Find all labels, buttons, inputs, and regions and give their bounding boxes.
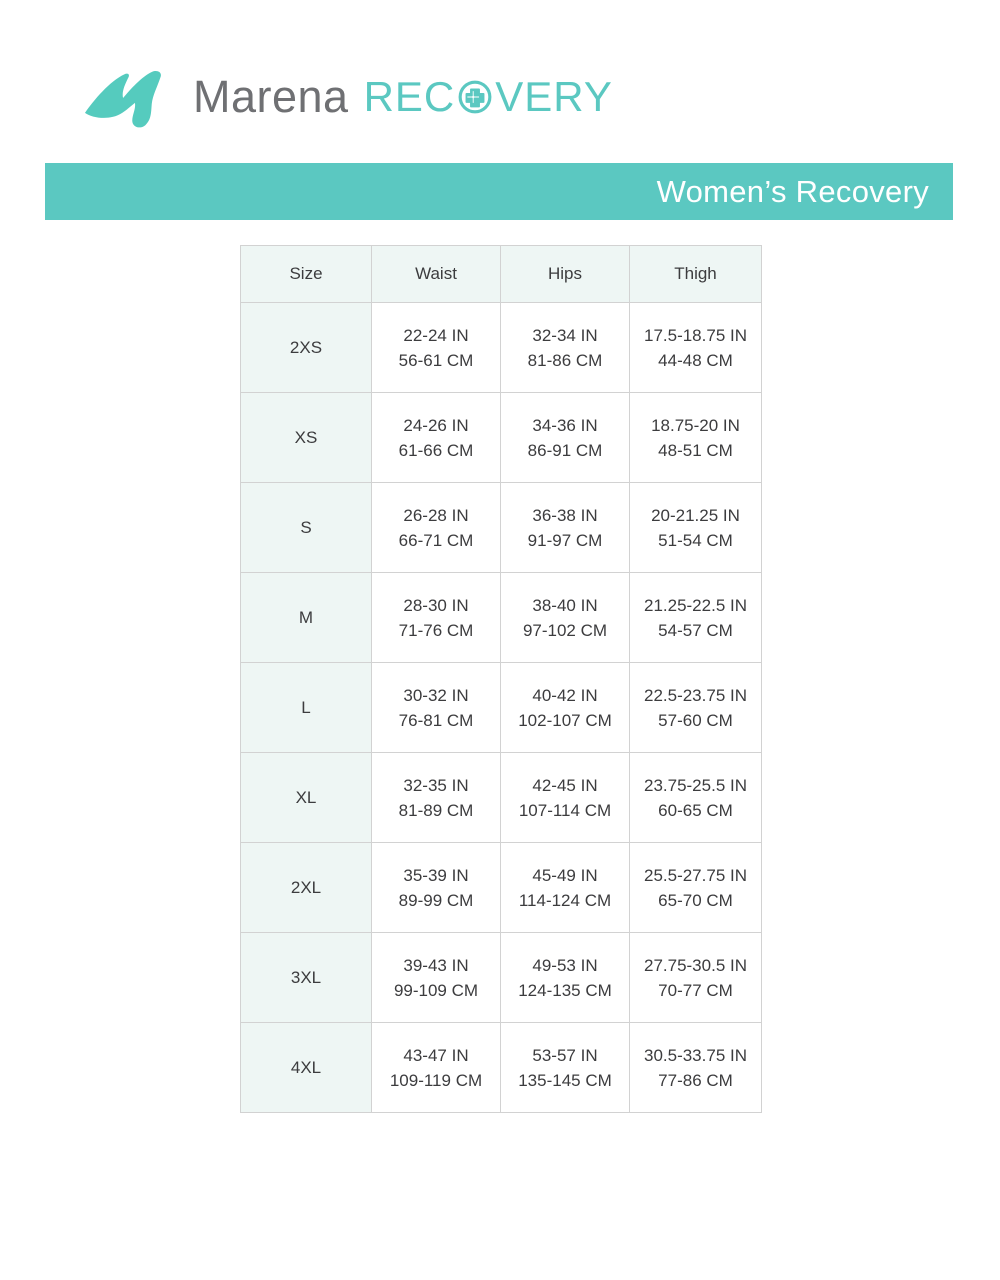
- marena-swoosh-icon: [82, 61, 176, 133]
- measurement-line: 40-42 IN: [532, 685, 598, 705]
- header-row: [241, 246, 762, 303]
- measurement-line: 21.25-22.5 IN: [643, 595, 747, 615]
- measurement-line: 99-109 CM: [393, 980, 479, 1000]
- column-header-thigh: Thigh: [630, 246, 762, 303]
- thigh-measurement-cell: [630, 753, 762, 843]
- measurement-line: 81-86 CM: [527, 350, 603, 370]
- measurement-line: 71-76 CM: [398, 620, 474, 640]
- measurement-line: 135-145 CM: [518, 1070, 612, 1090]
- measurement-line: 44-48 CM: [658, 350, 733, 370]
- table-row: [241, 663, 762, 753]
- measurement-line: 49-53 IN: [532, 955, 598, 975]
- measurement-line: 86-91 CM: [527, 440, 603, 460]
- hips-measurement-cell: [501, 303, 630, 393]
- measurement-line: 109-119 CM: [389, 1070, 483, 1090]
- measurement-line: 65-70 CM: [658, 890, 733, 910]
- thigh-measurement-cell: [630, 663, 762, 753]
- hips-measurement-cell: [501, 483, 630, 573]
- size-cell: 4XL: [241, 1023, 372, 1113]
- hips-measurement-cell: [501, 1023, 630, 1113]
- size-cell: 2XL: [241, 843, 372, 933]
- table-row: [241, 843, 762, 933]
- measurement-line: 70-77 CM: [658, 980, 733, 1000]
- measurement-line: 45-49 IN: [532, 865, 598, 885]
- waist-measurement-cell: [372, 573, 501, 663]
- size-cell: XL: [241, 753, 372, 843]
- thigh-measurement-cell: [630, 843, 762, 933]
- thigh-measurement-cell: [630, 1023, 762, 1113]
- banner-title: Women’s Recovery: [656, 173, 929, 209]
- measurement-line: 76-81 CM: [398, 710, 474, 730]
- waist-measurement-cell: [372, 483, 501, 573]
- thigh-measurement-cell: [630, 483, 762, 573]
- size-cell: 3XL: [241, 933, 372, 1023]
- measurement-line: 39-43 IN: [403, 955, 469, 975]
- waist-measurement-cell: [372, 1023, 501, 1113]
- hips-measurement-cell: [501, 843, 630, 933]
- brand-name: Marena: [193, 71, 349, 122]
- measurement-line: 66-71 CM: [398, 530, 474, 550]
- waist-measurement-cell: [372, 753, 501, 843]
- measurement-line: 35-39 IN: [403, 865, 469, 885]
- hips-measurement-cell: [501, 753, 630, 843]
- size-chart-table: [240, 245, 762, 1113]
- waist-measurement-cell: [372, 843, 501, 933]
- measurement-line: 22-24 IN: [403, 325, 469, 345]
- thigh-measurement-cell: [630, 573, 762, 663]
- measurement-line: 48-51 CM: [658, 440, 733, 460]
- measurement-line: 27.75-30.5 IN: [643, 955, 747, 975]
- table-row: [241, 933, 762, 1023]
- size-cell: 2XS: [241, 303, 372, 393]
- medical-cross-o-icon: [457, 79, 493, 115]
- measurement-line: 32-35 IN: [403, 775, 469, 795]
- measurement-line: 89-99 CM: [398, 890, 474, 910]
- measurement-line: 42-45 IN: [532, 775, 598, 795]
- measurement-line: 107-114 CM: [518, 800, 612, 820]
- hips-measurement-cell: [501, 573, 630, 663]
- measurement-line: 56-61 CM: [398, 350, 474, 370]
- measurement-line: 91-97 CM: [527, 530, 603, 550]
- measurement-line: 23.75-25.5 IN: [643, 775, 747, 795]
- measurement-line: 26-28 IN: [403, 505, 469, 525]
- measurement-line: 30-32 IN: [403, 685, 469, 705]
- measurement-line: 114-124 CM: [518, 890, 612, 910]
- product-name: [364, 73, 613, 121]
- column-header-waist: Waist: [372, 246, 501, 303]
- table-row: [241, 483, 762, 573]
- product-name-pre: REC: [363, 73, 456, 120]
- size-cell: L: [241, 663, 372, 753]
- table-row: [241, 393, 762, 483]
- brand-logo: [82, 58, 613, 136]
- measurement-line: 20-21.25 IN: [651, 505, 740, 525]
- waist-measurement-cell: [372, 663, 501, 753]
- measurement-line: 57-60 CM: [658, 710, 733, 730]
- category-banner: [45, 163, 953, 220]
- waist-measurement-cell: [372, 393, 501, 483]
- measurement-line: 53-57 IN: [532, 1045, 598, 1065]
- column-header-hips: Hips: [501, 246, 630, 303]
- measurement-line: 38-40 IN: [532, 595, 598, 615]
- measurement-line: 34-36 IN: [532, 415, 598, 435]
- measurement-line: 24-26 IN: [403, 415, 469, 435]
- measurement-line: 32-34 IN: [532, 325, 598, 345]
- thigh-measurement-cell: [630, 933, 762, 1023]
- measurement-line: 22.5-23.75 IN: [643, 685, 747, 705]
- measurement-line: 30.5-33.75 IN: [643, 1045, 747, 1065]
- measurement-line: 61-66 CM: [398, 440, 474, 460]
- measurement-line: 51-54 CM: [658, 530, 733, 550]
- hips-measurement-cell: [501, 663, 630, 753]
- table-row: [241, 1023, 762, 1113]
- column-header-size: Size: [241, 246, 372, 303]
- product-name-post: VERY: [495, 73, 613, 120]
- table-row: [241, 303, 762, 393]
- waist-measurement-cell: [372, 933, 501, 1023]
- measurement-line: 81-89 CM: [398, 800, 474, 820]
- size-cell: S: [241, 483, 372, 573]
- hips-measurement-cell: [501, 933, 630, 1023]
- thigh-measurement-cell: [630, 303, 762, 393]
- waist-measurement-cell: [372, 303, 501, 393]
- measurement-line: 17.5-18.75 IN: [643, 325, 747, 345]
- measurement-line: 102-107 CM: [518, 710, 612, 730]
- measurement-line: 97-102 CM: [522, 620, 608, 640]
- measurement-line: 36-38 IN: [532, 505, 598, 525]
- measurement-line: 60-65 CM: [658, 800, 733, 820]
- size-cell: M: [241, 573, 372, 663]
- size-cell: XS: [241, 393, 372, 483]
- table-row: [241, 573, 762, 663]
- table-row: [241, 753, 762, 843]
- measurement-line: 43-47 IN: [403, 1045, 469, 1065]
- measurement-line: 25.5-27.75 IN: [643, 865, 747, 885]
- measurement-line: 124-135 CM: [518, 980, 612, 1000]
- hips-measurement-cell: [501, 393, 630, 483]
- measurement-line: 28-30 IN: [403, 595, 469, 615]
- measurement-line: 18.75-20 IN: [651, 415, 740, 435]
- thigh-measurement-cell: [630, 393, 762, 483]
- measurement-line: 54-57 CM: [658, 620, 733, 640]
- measurement-line: 77-86 CM: [658, 1070, 733, 1090]
